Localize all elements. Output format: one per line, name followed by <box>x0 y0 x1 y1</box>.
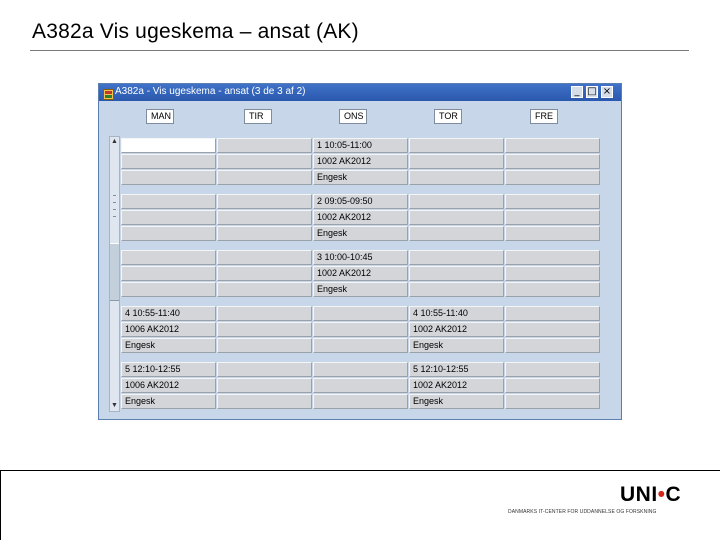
schedule-cell-man[interactable] <box>121 250 216 265</box>
schedule-cell-fre[interactable] <box>505 378 600 393</box>
schedule-cell-ons[interactable] <box>313 378 408 393</box>
schedule-cell-tir[interactable] <box>217 194 312 209</box>
schedule-cell-tir[interactable] <box>217 322 312 337</box>
schedule-cell-tor[interactable]: 1002 AK2012 <box>409 322 504 337</box>
scroll-grip <box>113 209 116 210</box>
schedule-cell-tir[interactable] <box>217 154 312 169</box>
schedule-cell-fre[interactable] <box>505 154 600 169</box>
schedule-cell-tir[interactable] <box>217 378 312 393</box>
schedule-cell-ons[interactable] <box>313 338 408 353</box>
schedule-cell-fre[interactable] <box>505 322 600 337</box>
schedule-cell-man[interactable] <box>121 138 216 153</box>
schedule-cell-ons[interactable]: 1002 AK2012 <box>313 266 408 281</box>
schedule-cell-tir[interactable] <box>217 250 312 265</box>
schedule-cell-ons[interactable] <box>313 394 408 409</box>
schedule-cell-tor[interactable]: 1002 AK2012 <box>409 378 504 393</box>
schedule-cell-tor[interactable]: 4 10:55-11:40 <box>409 306 504 321</box>
day-header-tir: TIR <box>244 109 272 124</box>
schedule-cell-tor[interactable] <box>409 282 504 297</box>
schedule-cell-tir[interactable] <box>217 394 312 409</box>
schedule-cell-tor[interactable] <box>409 170 504 185</box>
schedule-cell-ons[interactable]: 3 10:00-10:45 <box>313 250 408 265</box>
schedule-cell-ons[interactable] <box>313 306 408 321</box>
schedule-cell-man[interactable]: 1006 AK2012 <box>121 378 216 393</box>
schedule-cell-man[interactable] <box>121 282 216 297</box>
app-icon <box>103 87 114 98</box>
scroll-up-icon[interactable]: ▲ <box>111 138 118 145</box>
window-title: A382a - Vis ugeskema - ansat (3 de 3 af 2) <box>115 86 306 97</box>
schedule-cell-tir[interactable] <box>217 362 312 377</box>
schedule-cell-tir[interactable] <box>217 306 312 321</box>
schedule-cell-fre[interactable] <box>505 338 600 353</box>
schedule-cell-man[interactable] <box>121 226 216 241</box>
day-header-man: MAN <box>146 109 174 124</box>
schedule-cell-man[interactable] <box>121 194 216 209</box>
schedule-cell-tor[interactable] <box>409 226 504 241</box>
close-icon[interactable]: × <box>602 86 612 97</box>
schedule-cell-tor[interactable] <box>409 210 504 225</box>
scroll-grip <box>113 195 116 196</box>
schedule-cell-tir[interactable] <box>217 266 312 281</box>
schedule-cell-man[interactable] <box>121 154 216 169</box>
schedule-cell-ons[interactable]: 2 09:05-09:50 <box>313 194 408 209</box>
schedule-cell-ons[interactable]: 1002 AK2012 <box>313 210 408 225</box>
schedule-cell-ons[interactable]: Engesk <box>313 282 408 297</box>
schedule-cell-ons[interactable]: Engesk <box>313 226 408 241</box>
schedule-cell-fre[interactable] <box>505 170 600 185</box>
schedule-cell-fre[interactable] <box>505 394 600 409</box>
schedule-cell-man[interactable] <box>121 266 216 281</box>
schedule-cell-tor[interactable] <box>409 154 504 169</box>
scroll-grip <box>113 216 116 217</box>
schedule-cell-tir[interactable] <box>217 210 312 225</box>
logo-text-left: UNI <box>620 483 658 506</box>
scroll-grip <box>113 202 116 203</box>
schedule-cell-tor[interactable]: Engesk <box>409 394 504 409</box>
schedule-cell-tor[interactable] <box>409 138 504 153</box>
schedule-cell-man[interactable]: 1006 AK2012 <box>121 322 216 337</box>
schedule-cell-fre[interactable] <box>505 282 600 297</box>
schedule-cell-fre[interactable] <box>505 138 600 153</box>
schedule-cell-tir[interactable] <box>217 170 312 185</box>
schedule-cell-tor[interactable] <box>409 266 504 281</box>
scroll-thumb[interactable] <box>110 243 119 301</box>
schedule-cell-man[interactable] <box>121 210 216 225</box>
schedule-cell-tir[interactable] <box>217 338 312 353</box>
minimize-icon[interactable]: _ <box>571 86 583 98</box>
schedule-cell-man[interactable]: 4 10:55-11:40 <box>121 306 216 321</box>
logo-subtitle: DANMARKS IT-CENTER FOR UDDANNELSE OG FORSKNING <box>508 509 657 515</box>
window-titlebar[interactable] <box>99 84 621 101</box>
schedule-cell-ons[interactable]: 1002 AK2012 <box>313 154 408 169</box>
schedule-cell-ons[interactable] <box>313 362 408 377</box>
app-window <box>98 83 622 420</box>
day-header-tor: TOR <box>434 109 462 124</box>
schedule-cell-tir[interactable] <box>217 226 312 241</box>
schedule-cell-fre[interactable] <box>505 362 600 377</box>
schedule-cell-fre[interactable] <box>505 266 600 281</box>
schedule-cell-tir[interactable] <box>217 138 312 153</box>
schedule-cell-fre[interactable] <box>505 210 600 225</box>
day-header-fre: FRE <box>530 109 558 124</box>
logo-dot: • <box>657 483 666 506</box>
schedule-cell-tor[interactable]: Engesk <box>409 338 504 353</box>
title-divider <box>30 50 689 51</box>
schedule-cell-tor[interactable] <box>409 250 504 265</box>
scroll-down-icon[interactable]: ▼ <box>111 402 118 409</box>
schedule-cell-man[interactable] <box>121 170 216 185</box>
schedule-cell-man[interactable]: 5 12:10-12:55 <box>121 362 216 377</box>
schedule-cell-tir[interactable] <box>217 282 312 297</box>
logo-text-right: C <box>665 483 682 506</box>
schedule-cell-fre[interactable] <box>505 306 600 321</box>
maximize-icon[interactable]: □ <box>587 86 597 97</box>
footer-frame <box>0 470 720 540</box>
schedule-cell-man[interactable]: Engesk <box>121 394 216 409</box>
schedule-cell-tor[interactable] <box>409 194 504 209</box>
schedule-cell-fre[interactable] <box>505 194 600 209</box>
schedule-cell-ons[interactable]: Engesk <box>313 170 408 185</box>
day-header-ons: ONS <box>339 109 367 124</box>
schedule-cell-tor[interactable]: 5 12:10-12:55 <box>409 362 504 377</box>
schedule-cell-fre[interactable] <box>505 250 600 265</box>
schedule-cell-ons[interactable] <box>313 322 408 337</box>
schedule-cell-ons[interactable]: 1 10:05-11:00 <box>313 138 408 153</box>
vertical-scrollbar[interactable] <box>109 136 120 412</box>
unic-logo <box>620 483 681 507</box>
schedule-cell-fre[interactable] <box>505 226 600 241</box>
schedule-cell-man[interactable]: Engesk <box>121 338 216 353</box>
slide-title: A382a Vis ugeskema – ansat (AK) <box>32 20 359 43</box>
